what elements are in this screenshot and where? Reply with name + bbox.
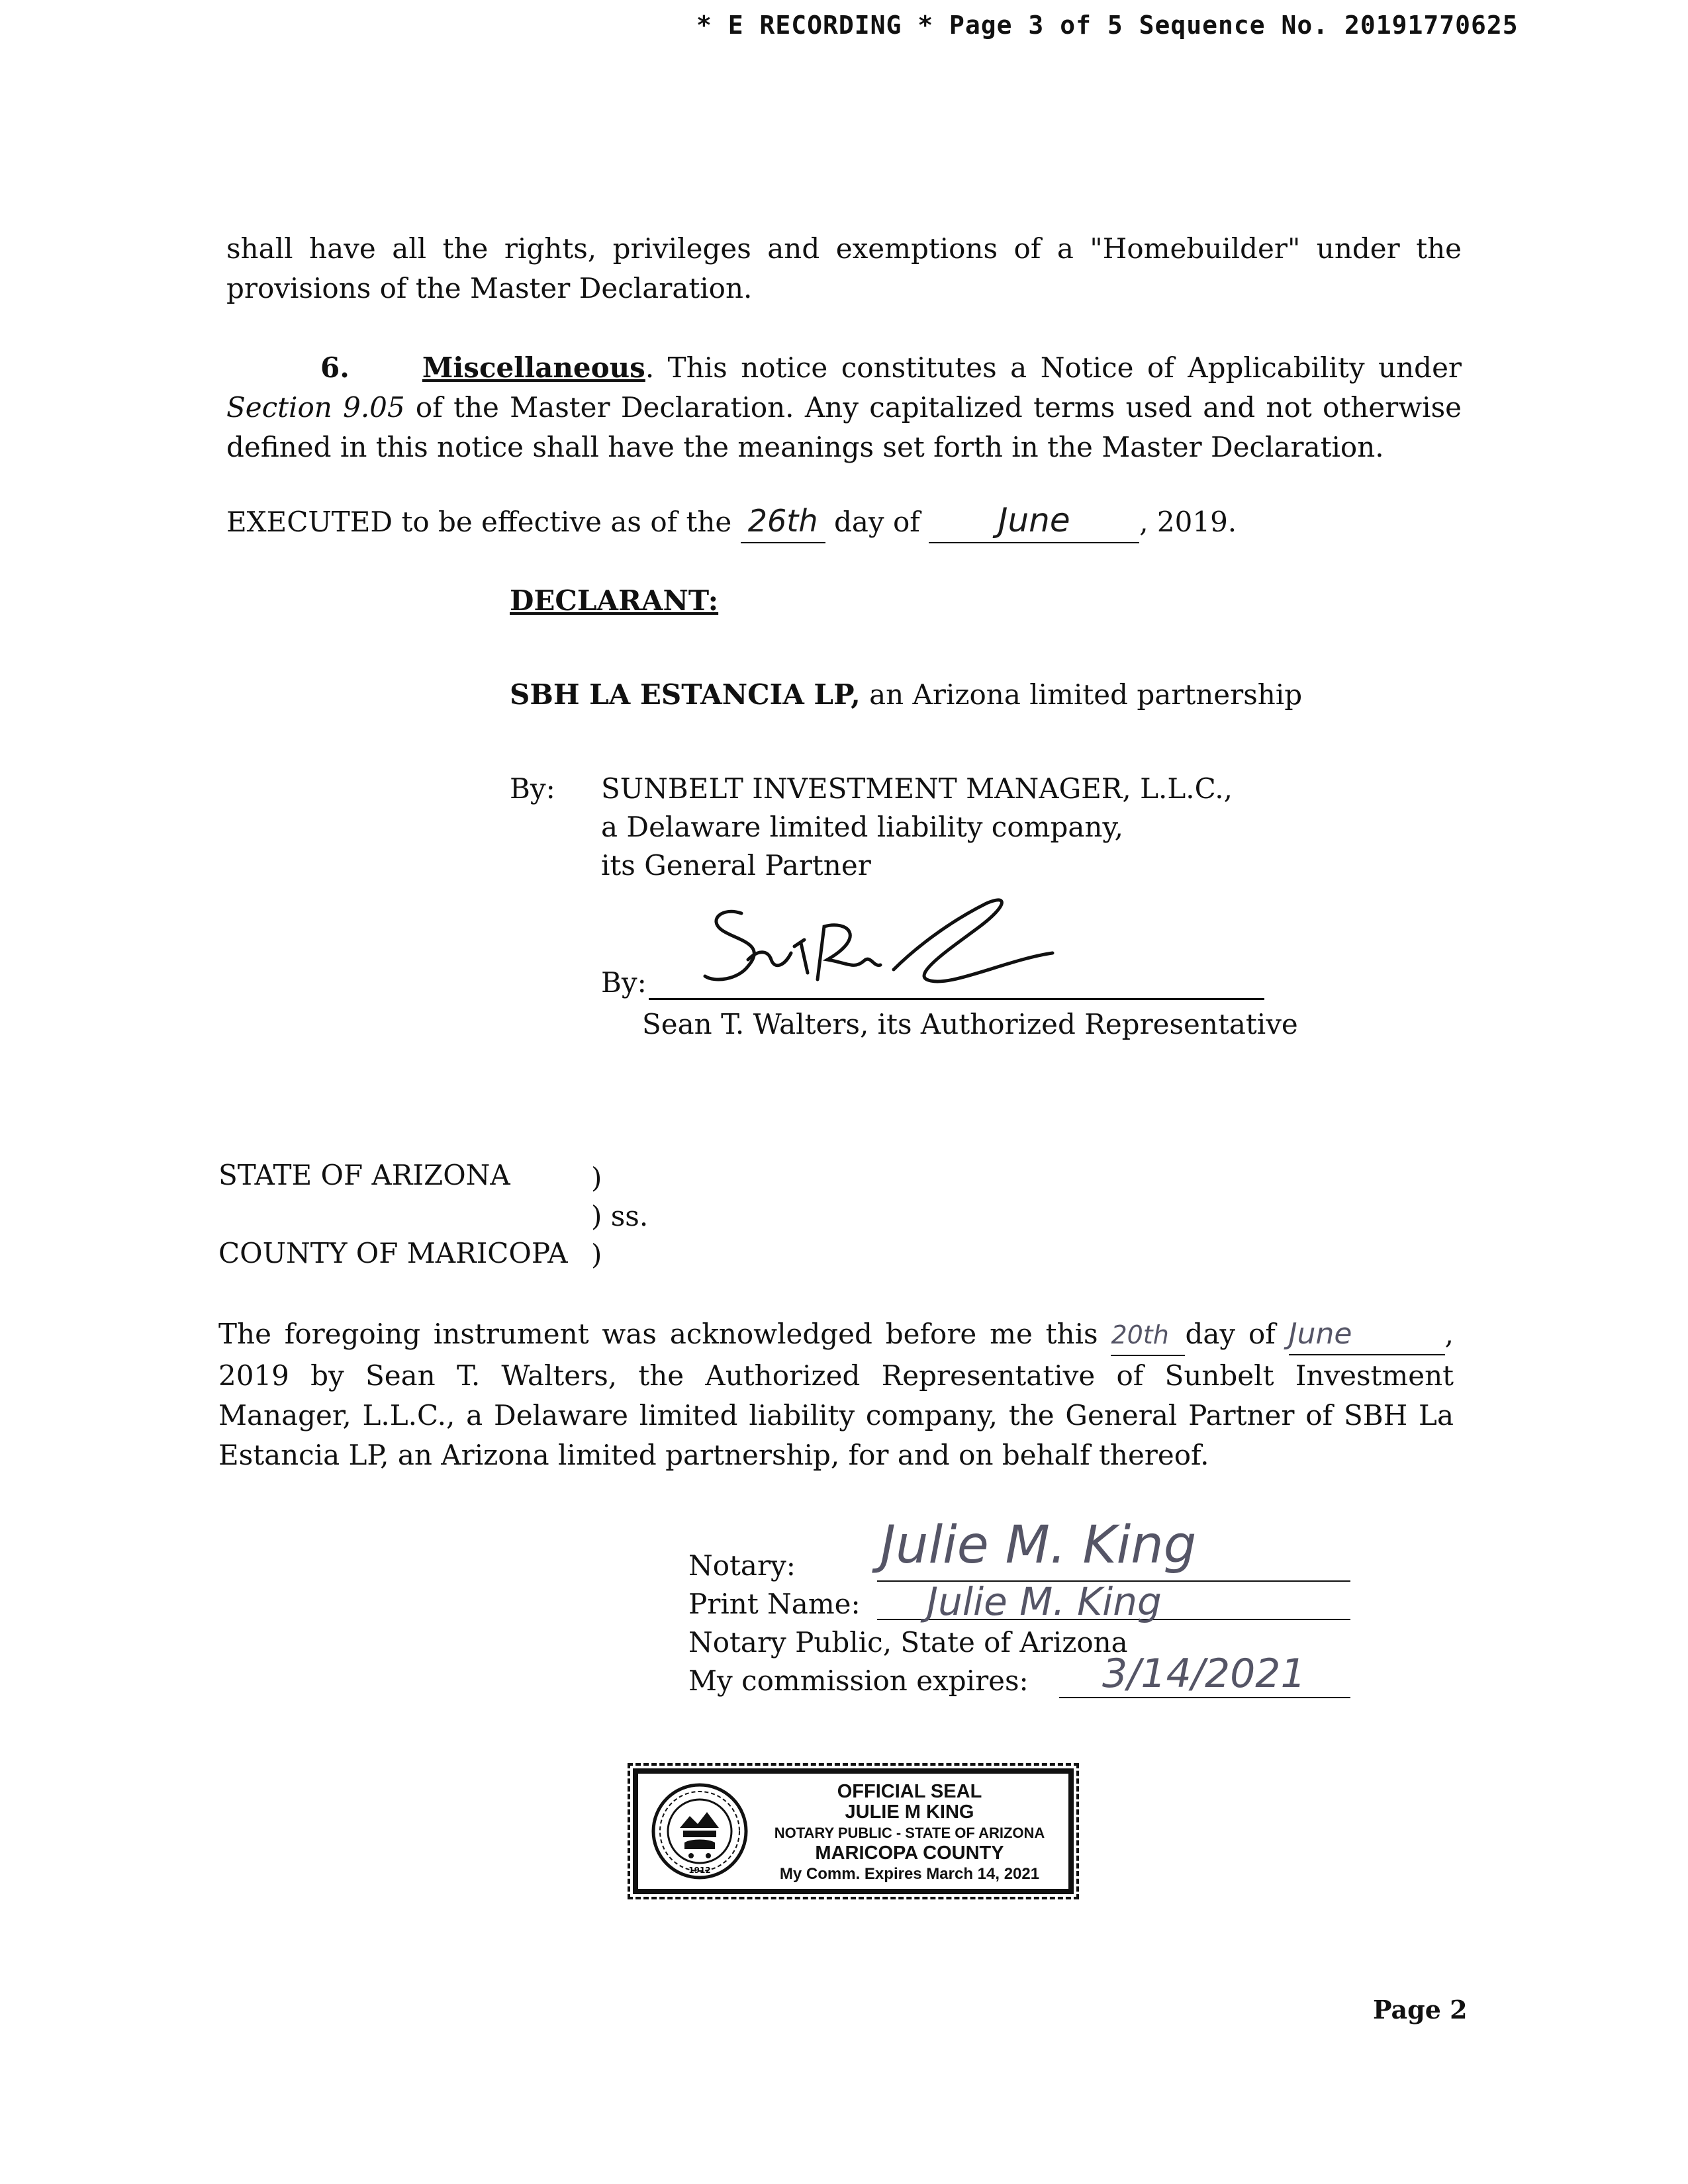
venue-state: STATE OF ARIZONA: [218, 1159, 510, 1191]
seal-text-block: [764, 1782, 1055, 1884]
ack-day: 20th: [1111, 1320, 1169, 1349]
section-text-a: . This notice constitutes a Notice of Applicability under: [645, 351, 1462, 384]
page-number: Page 2: [1373, 1995, 1468, 2025]
executed-day-blank: [741, 501, 825, 543]
gp-description: a Delaware limited liability company,: [601, 811, 1123, 843]
declarant-heading: DECLARANT:: [510, 584, 719, 617]
executed-prefix: EXECUTED to be effective as of the: [226, 506, 732, 538]
seal-line-3: NOTARY PUBLIC - STATE OF ARIZONA: [774, 1825, 1045, 1841]
seal-line-2: JULIE M KING: [845, 1801, 974, 1823]
continuation-paragraph: shall have all the rights, privileges and exemptions of a "Homebuilder" under the provisions of the Master Declaration.: [226, 232, 1462, 304]
signature-by-label: By:: [601, 966, 647, 999]
executed-month-blank: [929, 500, 1139, 543]
executed-month: June: [998, 501, 1070, 539]
executed-line: [226, 500, 1237, 543]
gp-role: its General Partner: [601, 849, 871, 882]
ack-rest: , 2019 by Sean T. Walters, the Authorized Representative of Sunbelt Investment Manager, L.L.C., a Delaware limited liability company, the General Partner of SBH La Estancia LP, an Arizona limited partnership, for and on behalf thereof.: [218, 1318, 1454, 1471]
signer-name: Sean T. Walters, its Authorized Representative: [642, 1008, 1298, 1040]
seal-line-5: My Comm. Expires March 14, 2021: [779, 1865, 1040, 1883]
section-6-paragraph: [226, 348, 1462, 467]
state-seal-emblem: [650, 1782, 749, 1881]
executed-middle: day of: [834, 506, 920, 538]
venue-county: COUNTY OF MARICOPA: [218, 1237, 568, 1269]
expires-line: [1059, 1697, 1350, 1698]
declarant-entity-name: SBH LA ESTANCIA LP,: [510, 678, 861, 711]
venue-ss: ) ss.: [591, 1200, 649, 1232]
executed-day: 26th: [747, 503, 818, 539]
ack-month-blank: [1289, 1314, 1445, 1355]
recording-header: * E RECORDING * Page 3 of 5 Sequence No. 20191770625: [696, 11, 1519, 40]
notary-public-line: Notary Public, State of Arizona: [688, 1626, 1128, 1659]
by-label: By:: [510, 772, 555, 805]
ack-day-blank: [1111, 1314, 1185, 1356]
ack-prefix: The foregoing instrument was acknowledged before me this: [218, 1318, 1098, 1350]
declarant-entity-line: [510, 675, 1302, 715]
official-seal-stamp: [633, 1768, 1074, 1894]
section-heading: Miscellaneous: [422, 351, 645, 384]
expires-value: 3/14/2021: [1102, 1651, 1306, 1697]
ack-month: June: [1288, 1317, 1352, 1351]
section-number: 6.: [320, 351, 350, 384]
notary-signature: Julie M. King: [880, 1516, 1197, 1575]
notary-label: Notary:: [688, 1549, 796, 1582]
section-text-b: of the Master Declaration. Any capitalized terms used and not otherwise defined in this notice shall have the meanings set forth in the Master Declaration.: [226, 391, 1462, 463]
print-name-value: Julie M. King: [927, 1579, 1162, 1624]
declarant-entity-desc: an Arizona limited partnership: [860, 678, 1303, 711]
seal-line-4: MARICOPA COUNTY: [815, 1843, 1004, 1864]
venue-paren-bottom: ): [591, 1238, 602, 1271]
print-name-label: Print Name:: [688, 1588, 861, 1620]
expires-label: My commission expires:: [688, 1664, 1029, 1697]
venue-paren-top: ): [591, 1161, 602, 1194]
seal-line-1: OFFICIAL SEAL: [837, 1781, 982, 1802]
declarant-signature: [695, 887, 1066, 1006]
gp-name: SUNBELT INVESTMENT MANAGER, L.L.C.,: [601, 772, 1233, 805]
emblem-year: 1912: [688, 1866, 711, 1875]
acknowledgment-paragraph: [218, 1314, 1454, 1475]
section-reference: Section 9.05: [226, 391, 405, 424]
executed-suffix: , 2019.: [1139, 506, 1237, 538]
ack-middle: day of: [1185, 1318, 1276, 1350]
